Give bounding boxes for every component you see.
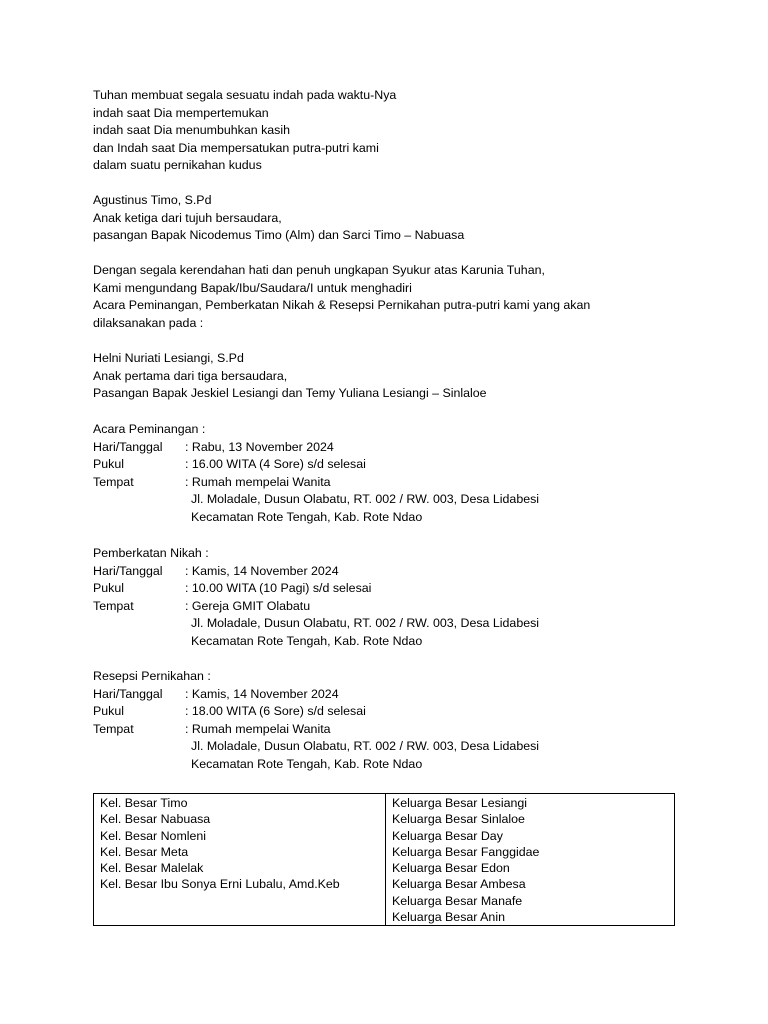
- intro-line: indah saat Dia menumbuhkan kasih: [93, 123, 290, 138]
- event-place-row: [93, 474, 539, 492]
- intro-line: dan Indah saat Dia mempersatukan putra-putri kami: [93, 140, 379, 155]
- groom-description: Anak ketiga dari tujuh bersaudara,: [93, 210, 282, 225]
- place-label: Tempat: [93, 598, 134, 613]
- address-line: Jl. Moladale, Dusun Olabatu, RT. 002 / RW. 003, Desa Lidabesi: [191, 492, 540, 507]
- date-label: Hari/Tanggal: [93, 686, 163, 701]
- event-place-row: [93, 721, 539, 739]
- date-label: Hari/Tanggal: [93, 439, 163, 454]
- invitation-line: Acara Peminangan, Pemberkatan Nikah & Resepsi Pernikahan putra-putri kami yang akan: [93, 298, 591, 313]
- bride-parents: Pasangan Bapak Jeskiel Lesiangi dan Temy Yuliana Lesiangi – Sinlaloe: [93, 386, 487, 401]
- event-time-row: [93, 703, 539, 721]
- event-time-row: [93, 580, 539, 598]
- family-item: Kel. Besar Nomleni: [100, 828, 207, 843]
- address-line: Kecamatan Rote Tengah, Kab. Rote Ndao: [191, 633, 423, 648]
- address-line: Jl. Moladale, Dusun Olabatu, RT. 002 / RW. 003, Desa Lidabesi: [191, 739, 540, 754]
- place-label: Tempat: [93, 474, 134, 489]
- family-item: Kel. Besar Malelak: [100, 861, 204, 876]
- bride-description: Anak pertama dari tiga bersaudara,: [93, 368, 288, 383]
- intro-line: dalam suatu pernikahan kudus: [93, 158, 262, 173]
- event-place-row: [93, 598, 539, 616]
- family-item: Kel. Besar Timo: [100, 796, 188, 810]
- event-title: Resepsi Pernikahan :: [93, 669, 211, 683]
- groom-name: Agustinus Timo, S.Pd: [93, 193, 212, 207]
- bride-section: [93, 350, 487, 403]
- event-date-row: [93, 563, 539, 581]
- groom-parents: pasangan Bapak Nicodemus Timo (Alm) dan Sarci Timo – Nabuasa: [93, 228, 465, 243]
- intro-line: indah saat Dia mempertemukan: [93, 105, 269, 120]
- invitation-line: Dengan segala kerendahan hati dan penuh ungkapan Syukur atas Karunia Tuhan,: [93, 263, 545, 277]
- family-column-left: [94, 794, 386, 926]
- date-value: : Kamis, 14 November 2024: [185, 686, 339, 701]
- family-item: Kel. Besar Nabuasa: [100, 812, 211, 827]
- event-date-row: [93, 686, 539, 704]
- event-title: Acara Peminangan :: [93, 422, 206, 436]
- family-item: Keluarga Besar Ambesa: [392, 877, 526, 892]
- family-item: Keluarga Besar Sinlaloe: [392, 812, 525, 827]
- date-value: : Kamis, 14 November 2024: [185, 563, 339, 578]
- address-line: Kecamatan Rote Tengah, Kab. Rote Ndao: [191, 756, 423, 771]
- invitation-line: Kami mengundang Bapak/Ibu/Saudara/I untuk menghadiri: [93, 280, 412, 295]
- address-line: Jl. Moladale, Dusun Olabatu, RT. 002 / RW. 003, Desa Lidabesi: [191, 616, 540, 631]
- family-item: Keluarga Besar Manafe: [392, 893, 523, 908]
- family-column-right: [386, 794, 675, 926]
- place-value: : Gereja GMIT Olabatu: [185, 598, 311, 613]
- time-label: Pukul: [93, 704, 124, 719]
- place-value: : Rumah mempelai Wanita: [185, 474, 331, 489]
- invitation-text: [93, 262, 590, 332]
- family-item: Keluarga Besar Edon: [392, 861, 510, 876]
- event-peminangan: [93, 421, 539, 527]
- intro-verse: [93, 87, 396, 175]
- time-value: : 18.00 WITA (6 Sore) s/d selesai: [185, 704, 366, 719]
- place-value: : Rumah mempelai Wanita: [185, 721, 331, 736]
- family-item: Keluarga Besar Anin: [392, 910, 505, 925]
- time-value: : 10.00 WITA (10 Pagi) s/d selesai: [185, 581, 372, 596]
- time-label: Pukul: [93, 581, 124, 596]
- bride-name: Helni Nuriati Lesiangi, S.Pd: [93, 351, 244, 365]
- event-title: Pemberkatan Nikah :: [93, 546, 209, 560]
- event-resepsi: [93, 668, 539, 774]
- address-line: Kecamatan Rote Tengah, Kab. Rote Ndao: [191, 509, 423, 524]
- event-pemberkatan: [93, 545, 539, 651]
- intro-line: Tuhan membuat segala sesuatu indah pada waktu-Nya: [93, 88, 397, 102]
- family-item: Keluarga Besar Lesiangi: [392, 796, 528, 810]
- date-label: Hari/Tanggal: [93, 563, 163, 578]
- family-table: [93, 793, 675, 926]
- event-date-row: [93, 439, 539, 457]
- event-time-row: [93, 456, 539, 474]
- family-item: Keluarga Besar Day: [392, 828, 503, 843]
- family-item: Keluarga Besar Fanggidae: [392, 844, 540, 859]
- time-value: : 16.00 WITA (4 Sore) s/d selesai: [185, 457, 366, 472]
- family-item: Kel. Besar Ibu Sonya Erni Lubalu, Amd.Keb: [100, 877, 340, 892]
- groom-section: [93, 192, 464, 245]
- place-label: Tempat: [93, 721, 134, 736]
- invitation-line: dilaksanakan pada :: [93, 315, 204, 330]
- date-value: : Rabu, 13 November 2024: [185, 439, 334, 454]
- time-label: Pukul: [93, 457, 124, 472]
- family-item: Kel. Besar Meta: [100, 844, 189, 859]
